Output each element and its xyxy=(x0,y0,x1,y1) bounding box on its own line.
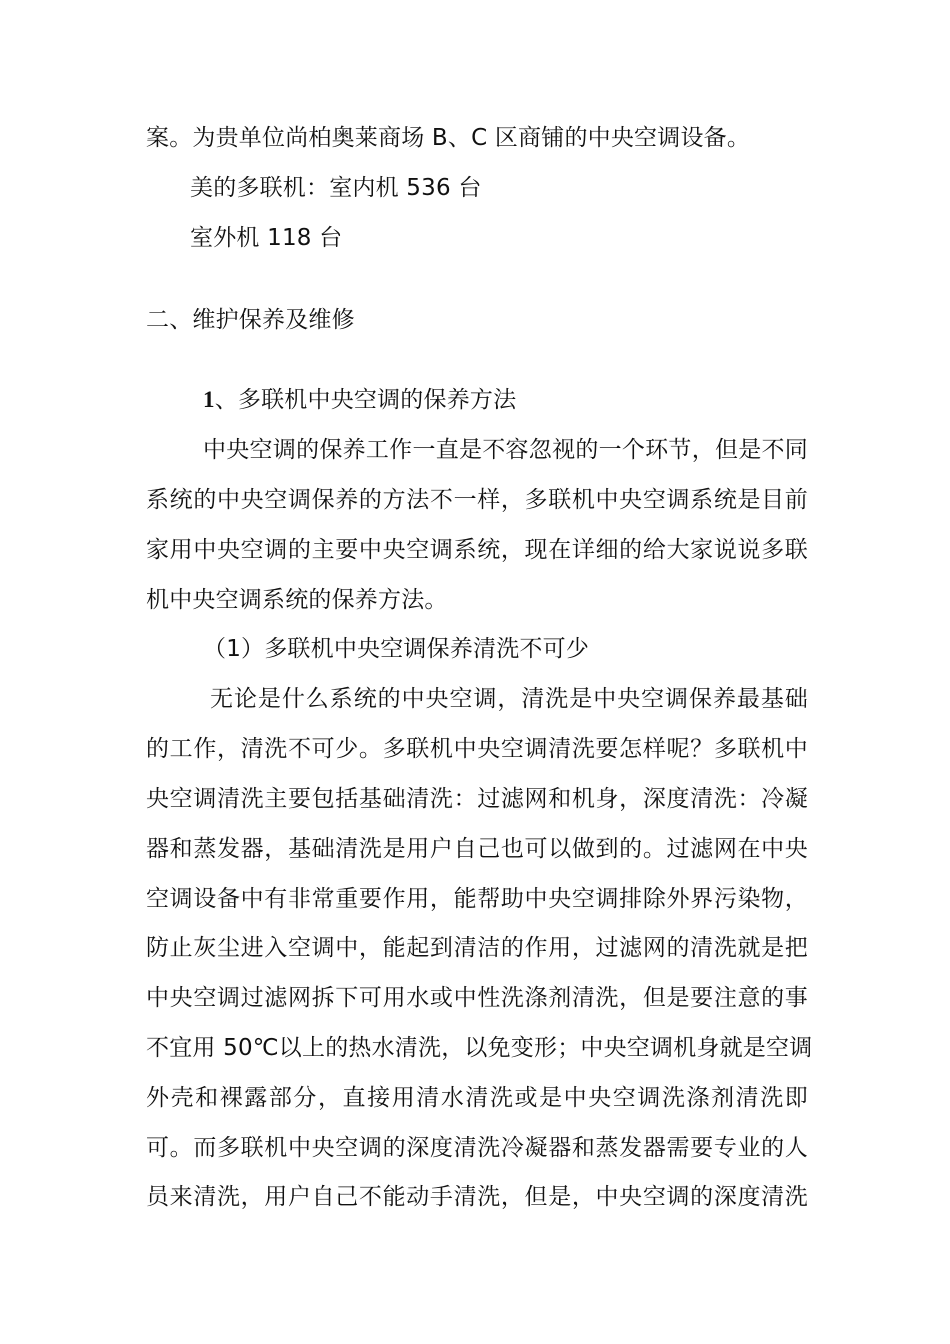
paragraph-2-line-1: 无论是什么系统的中央空调，清洗是中央空调保养最基础 xyxy=(210,686,808,712)
section-heading-2: 二、维护保养及维修 xyxy=(146,307,355,333)
paragraph-2-line-5: 空调设备中有非常重要作用，能帮助中央空调排除外界污染物， xyxy=(146,886,808,912)
subsection-number: 1 xyxy=(203,387,215,412)
paragraph-1-line-3: 家用中央空调的主要中央空调系统，现在详细的给大家说说多联 xyxy=(146,537,808,563)
paragraph-2-line-10: 可。而多联机中央空调的深度清洗冷凝器和蒸发器需要专业的人 xyxy=(146,1135,808,1161)
subsection-heading-1-1: （1）多联机中央空调保养清洗不可少 xyxy=(203,636,590,662)
paragraph-1-line-2: 系统的中央空调保养的方法不一样，多联机中央空调系统是目前 xyxy=(146,487,808,513)
subsection-title: 、多联机中央空调的保养方法 xyxy=(214,387,517,413)
text-line-2: 美的多联机：室内机 536 台 xyxy=(190,175,482,201)
paragraph-2-line-7: 中央空调过滤网拆下可用水或中性洗涤剂清洗，但是要注意的事 xyxy=(146,985,808,1011)
paragraph-1-line-1: 中央空调的保养工作一直是不容忽视的一个环节，但是不同 xyxy=(203,437,808,463)
text-line-1: 案。为贵单位尚柏奥莱商场 B、C 区商铺的中央空调设备。 xyxy=(146,125,751,151)
paragraph-2-line-2: 的工作，清洗不可少。多联机中央空调清洗要怎样呢？多联机中 xyxy=(146,736,808,762)
paragraph-2-line-8: 不宜用 50℃以上的热水清洗，以免变形；中央空调机身就是空调 xyxy=(146,1035,813,1061)
paragraph-2-line-3: 央空调清洗主要包括基础清洗：过滤网和机身，深度清洗：冷凝 xyxy=(146,786,808,812)
paragraph-2-line-11: 员来清洗，用户自己不能动手清洗，但是，中央空调的深度清洗 xyxy=(146,1184,808,1210)
paragraph-1-line-4: 机中央空调系统的保养方法。 xyxy=(146,587,448,613)
paragraph-2-line-4: 器和蒸发器，基础清洗是用户自己也可以做到的。过滤网在中央 xyxy=(146,836,808,862)
paragraph-2-line-9: 外壳和裸露部分，直接用清水清洗或是中央空调洗涤剂清洗即 xyxy=(146,1085,808,1111)
text-line-3: 室外机 118 台 xyxy=(190,225,343,251)
subsection-heading-1 xyxy=(203,385,808,415)
paragraph-2-line-6: 防止灰尘进入空调中，能起到清洁的作用，过滤网的清洗就是把 xyxy=(146,935,808,961)
